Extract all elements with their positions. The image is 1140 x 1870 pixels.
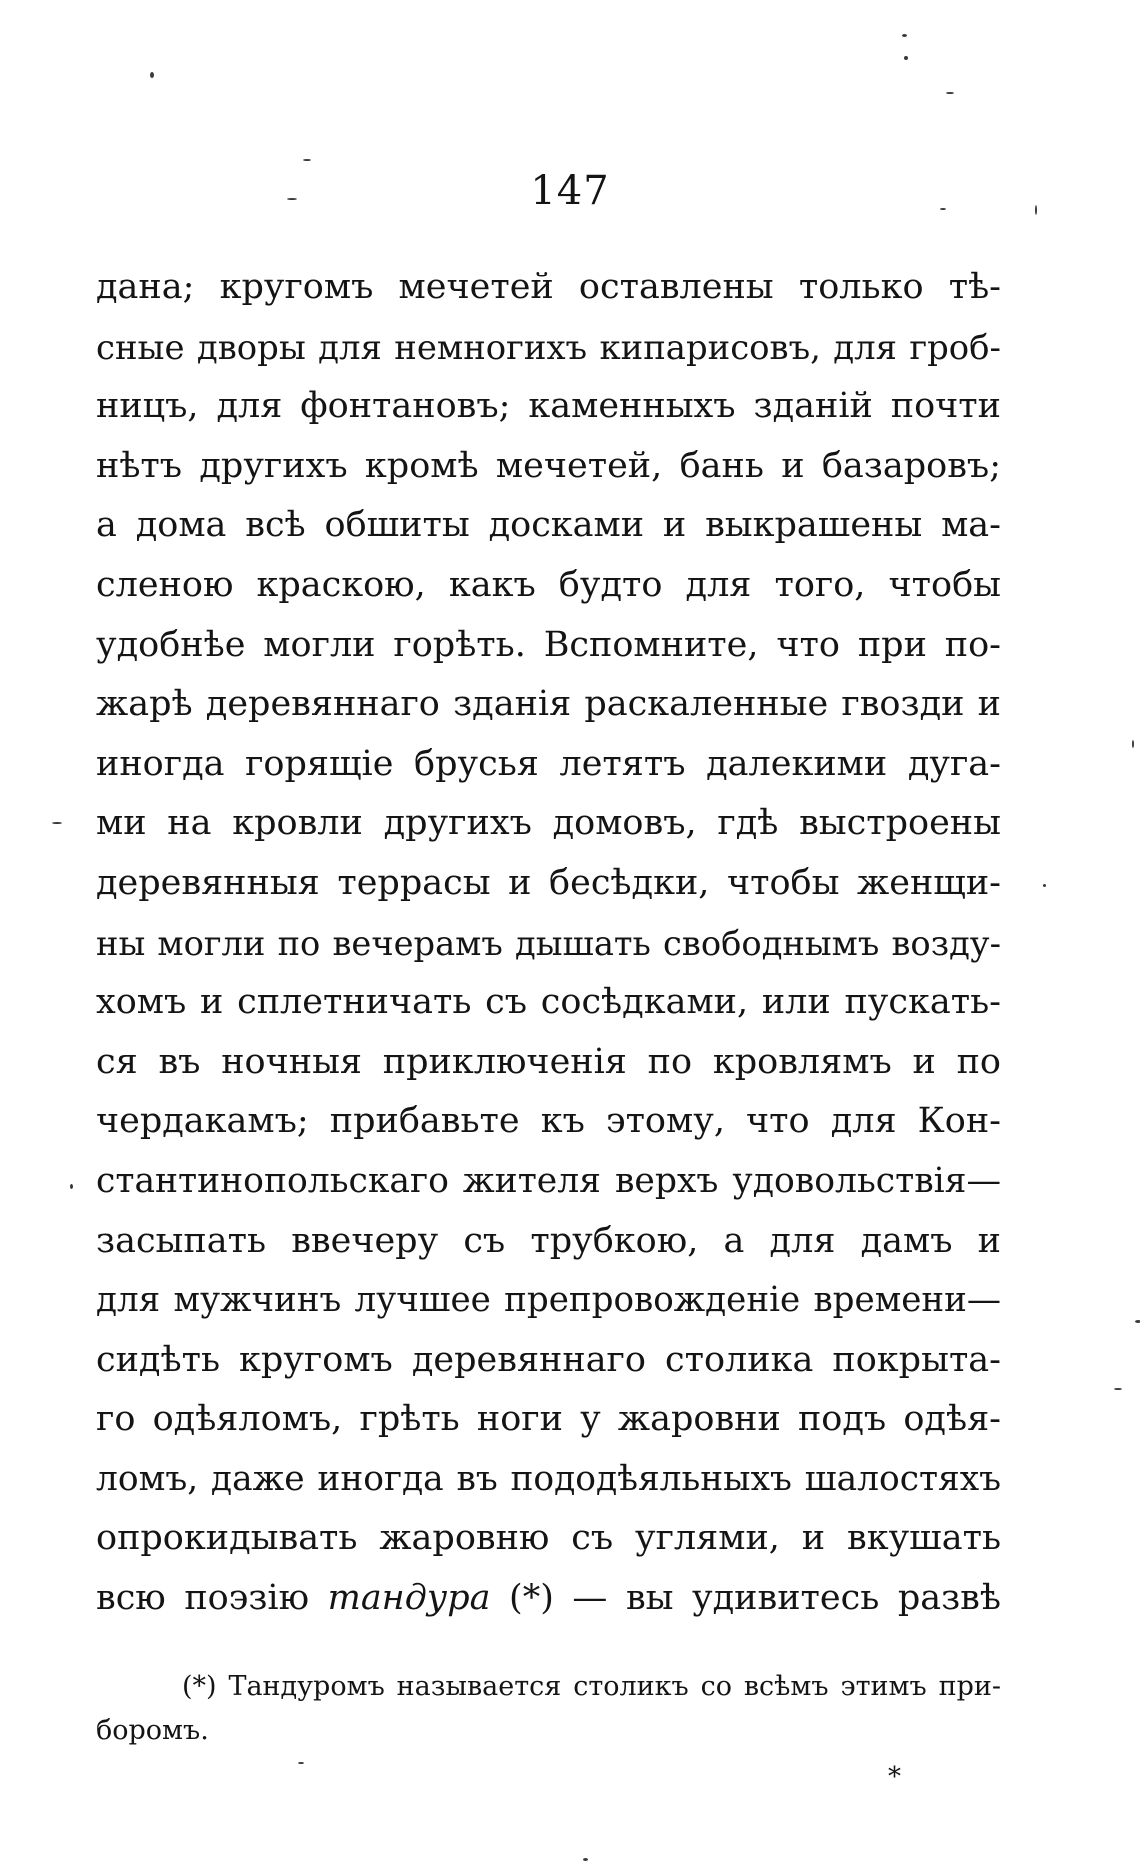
page-number: 147 [530,168,610,214]
text-line: ницъ, для фонтановъ; каменныхъ зданій почти [96,386,1001,427]
text-line: сленою краскою, какъ будто для того, чтобы [96,564,1001,605]
text-line: ны могли по вечерамъ дышать свободнымъ возду- [96,923,1001,963]
signature-mark: * [888,1762,901,1792]
scan-speck [904,56,908,60]
text-line: жарѣ деревяннаго зданія раскаленные гвозди и [96,684,1001,725]
scan-speck [946,92,954,94]
footnote-line: боромъ. [96,1715,209,1746]
text-line: сные дворы для немногихъ кипарисовъ, для гроб- [96,327,1001,367]
scan-speck [70,1184,73,1189]
footnote [96,1665,1001,1753]
scan-speck [303,159,311,161]
text-segment: всю поэзію [96,1578,328,1619]
text-line: удобнѣе могли горѣть. Вспомните, что при по- [96,624,1001,665]
scan-speck [52,822,62,824]
scan-speck [1035,205,1037,215]
scan-speck [1132,740,1134,748]
text-line: ми на кровли другихъ домовъ, гдѣ выстроены [96,803,1001,844]
footnote-line: (*) Тандуромъ называется столикъ со всѣмъ этимъ при- [182,1671,1001,1702]
body-text [96,258,1001,1629]
text-line: дана; кругомъ мечетей оставлены только тѣ- [96,267,1001,307]
scan-speck [1135,1320,1140,1323]
text-segment: (*) — вы удивитесь развѣ [490,1578,1001,1619]
scan-speck [1043,884,1046,887]
text-line: го одѣяломъ, грѣть ноги у жаровни подъ одѣя- [96,1399,1001,1440]
text-line: ся въ ночныя приключенія по кровлямъ и по [96,1041,1001,1082]
italic-term: тандура [327,1578,491,1619]
text-line: для мужчинъ лучшее препровожденіе времени— [96,1280,1001,1321]
text-line: а дома всѣ обшиты досками и выкрашены ма- [96,505,1001,546]
text-line: чердакамъ; прибавьте къ этому, что для Кон- [96,1101,1001,1142]
text-line: хомъ и сплетничать съ сосѣдками, или пускать- [96,982,1001,1023]
scan-speck [150,72,154,78]
text-line: сидѣть кругомъ деревяннаго столика покрыта- [96,1339,1001,1380]
text-line: стантинопольскаго жителя верхъ удовольствія— [96,1160,1001,1201]
text-line-last [96,1569,1001,1629]
text-line: иногда горящіе брусья летятъ далекими дуга- [96,743,1001,784]
text-line: засыпать ввечеру съ трубкою, а для дамъ и [96,1220,1001,1261]
text-line: нѣтъ другихъ кромѣ мечетей, бань и базаровъ; [96,445,1001,486]
scan-speck [583,1858,588,1861]
scan-speck [902,34,907,37]
text-line: опрокидывать жаровню съ углями, и вкушать [96,1518,1001,1559]
scan-speck [1114,1388,1122,1390]
text-line: ломъ, даже иногда въ пододѣяльныхъ шалостяхъ [96,1458,1001,1499]
scan-speck [287,198,297,200]
scan-speck [940,208,946,210]
scan-speck [298,1762,304,1764]
text-line: деревянныя террасы и бесѣдки, чтобы женщи- [96,862,1001,903]
